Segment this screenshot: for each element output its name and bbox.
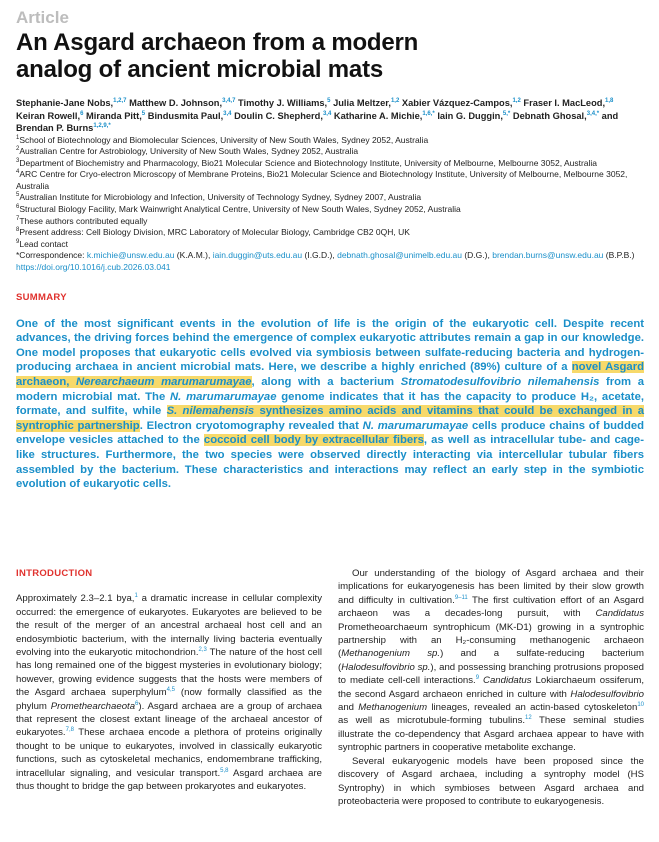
affiliation: $^6$Structural Biology Facility, Mark Wainwright Analytical Centre, University of New South Wales, Sydney 2052, Australia (16, 204, 461, 215)
author: Stephanie-Jane Nobs,$^{1,2,7}$ (16, 97, 127, 108)
author: Keiran Rowell,$^6$ (16, 110, 84, 121)
affiliation-list (16, 135, 644, 274)
highlight: novel Asgard archaeon, Nerearchaeum marumarumayae (16, 361, 644, 388)
affiliation: $^8$Present address: Cell Biology Division, MRC Laboratory of Molecular Biology, Cambridge CB2 0QH, UK (16, 227, 410, 238)
author: Bindusmita Paul,$^{3,4}$ (147, 110, 232, 121)
author: Miranda Pitt,$^5$ (86, 110, 146, 121)
doi-link[interactable]: https://doi.org/10.1016/j.cub.2026.03.041 (16, 262, 171, 273)
title-line-1: An Asgard archaeon from a modern (16, 29, 419, 56)
author-list (16, 97, 644, 135)
right-column (338, 567, 644, 808)
correspondence: *Correspondence: k.michie@unsw.edu.au (K.A.M.), iain.duggin@uts.edu.au (I.G.D.), debnath.ghosal@unimelb.edu.au (D.G.), brendan.burns@unsw.edu.au (B.P.B.) (16, 250, 635, 261)
email-link[interactable]: brendan.burns@unsw.edu.au (492, 250, 604, 261)
affiliation: $^2$Australian Centre for Astrobiology, University of New South Wales, Sydney 2052, Australia (16, 146, 359, 157)
author: Doulin C. Shepherd,$^{3,4}$ (234, 110, 332, 121)
author: Katharine A. Michie,$^{1,6,*}$ (333, 110, 435, 121)
author: Timothy J. Williams,$^5$ (238, 97, 331, 108)
author: and Brendan P. Burns$^{1,2,9,*}$ (16, 110, 619, 133)
author: Matthew D. Johnson,$^{3,4,7}$ (129, 97, 236, 108)
summary-text: One of the most significant events in the evolution of life is the origin of the eukaryotic cell. Despite recent advances, the driving forces behind the emergence of complex eukaryotic attributes remain a gap in our knowledge. One model proposes that eukaryotic cells evolved via symbiosis between sulfate-reducing bacteria and hydrogen-producing archaea in ancient microbial mats. Here, we describe a highly enriched (89%) culture of a novel Asgard archaeon, Nerearchaeum marumarumayae, along with a bacterium Stromatodesulfovibrio nilemahensis from a modern microbial mat. The N. marumarumayae genome indicates that it has the capacity to produce H₂, acetate, formate, and sulfite, while S. nilemahensis synthesizes amino acids and vitamins that could be exchanged in a syntrophic partnership. Electron cryotomography revealed that N. marumarumayae cells produce chains of budded envelope vesicles attached to the coccoid cell body by extracellular fibers, as well as intracellular tube- and cage-like structures. Furthermore, the two species were observed directly interacting via intercellular tubular fibers assembled by the bacterium. These characteristics and interactions may reflect an early step in the symbiotic evolution of eukaryotic cells. (16, 317, 645, 491)
introduction-heading: INTRODUCTION (16, 568, 93, 579)
left-column (16, 567, 322, 794)
affiliation: $^5$Australian Institute for Microbiology and Infection, University of Technology Sydney, Sydney 2007, Australia (16, 192, 422, 203)
highlight: S. nilemahensis synthesizes amino acids and vitamins that could be exchanged in a syntrophic partnership (16, 405, 645, 432)
article-title (16, 29, 644, 83)
author: Xabier Vázquez-Campos,$^{1,2}$ (401, 97, 521, 108)
title-line-2: analog of ancient microbial mats (16, 56, 384, 83)
paragraph: Several eukaryogenic models have been proposed since the discovery of Asgard archaea, including a syntrophy model (HS Syntrophy) in which symbioses between Asgard archaea and proteobacteria were proposed to contribute to eukaryogenesis. (338, 755, 644, 807)
affiliation: $^7$These authors contributed equally (16, 215, 148, 226)
section-label: Article (16, 8, 69, 27)
author: Fraser I. MacLeod,$^{1,8}$ (523, 97, 614, 108)
affiliation: $^1$School of Biotechnology and Biomolecular Sciences, University of New South Wales, Sydney 2052, Australia (16, 134, 429, 145)
email-link[interactable]: iain.duggin@uts.edu.au (212, 250, 303, 261)
highlight: coccoid cell body by extracellular fibers (203, 434, 424, 447)
summary-heading: SUMMARY (16, 291, 67, 303)
email-link[interactable]: debnath.ghosal@unimelb.edu.au (337, 250, 462, 261)
affiliation: $^9$Lead contact (16, 238, 69, 249)
affiliation: $^4$ARC Centre for Cryo-electron Microscopy of Membrane Proteins, Bio21 Molecular Science and Biotechnology Institute, University of Melbourne, Melbourne 3052, Australia (16, 169, 628, 191)
email-link[interactable]: k.michie@unsw.edu.au (86, 250, 175, 261)
author: Julia Meltzer,$^{1,2}$ (333, 97, 400, 108)
author: Debnath Ghosal,$^{3,4,*}$ (512, 110, 600, 121)
affiliation: $^3$Department of Biochemistry and Pharmacology, Bio21 Molecular Science and Biotechnology Institute, University of Melbourne, Melbourne 3052, Australia (16, 157, 598, 168)
paragraph: Approximately 2.3–2.1 bya,$^1$ a dramatic increase in cellular complexity occurred: the emergence of eukaryotes. Eukaryotes are believed to be the result of the merger of an ancestral archaeal host cell and an endosymbiotic bacterium, with the internally living bacteria eventually evolving into the eukaryotic mitochondrion.$^{2,3}$ The nature of the host cell has long remained one of the biggest mysteries in evolutionary biology; however, growing evidence suggests that the hosts were members of the Asgard archaea superphylum$^{4,5}$ (now formally classified as the phylum Promethearchaeota$^6$). Asgard archaea are a group of archaea that represent the closest extant lineage of the archaeal ancestor of eukaryotes.$^{7,8}$ These archaea encode a plethora of proteins originally thought to be unique to eukaryotes, involved in classically eukaryotic functions, such as cytoskeletal mechanics, endomembrane trafficking, intracellular signaling, and vesicular transport.$^{5,8}$ Asgard archaea are thus thought to bridge the gap between prokaryotes and eukaryotes. (16, 593, 323, 793)
paragraph: Our understanding of the biology of Asgard archaea and their implications for eukaryogenesis has been limited by their slow growth and difficulty in cultivation.$^{9-11}$ The first cultivation effort of an Asgard archaeon was a decades-long pursuit, with Candidatus Prometheoarchaeum syntrophicum (MK-D1) growing in a syntrophic partnership with an H₂-consuming methanogenic archaeon (Methanogenium sp.) and a sulfate-reducing bacterium (Halodesulfovibrio sp.), and possessing branching protrusions proposed to mediate cell-cell interactions.$^9$ Candidatus Lokiarchaeum ossiferum, the second Asgard archaeon enriched in culture with Halodesulfovibrio and Methanogenium lineages, revealed an actin-based cytoskeleton$^{10}$ as well as microtubule-forming tubulins.$^{12}$ These seminal studies illustrate the co-dependency that Asgard archaea appear to have with syntrophic partners in cooperative metabolite exchange. (338, 568, 645, 754)
article-front-matter (16, 8, 644, 492)
author: Iain G. Duggin,$^{5,*}$ (437, 110, 511, 121)
